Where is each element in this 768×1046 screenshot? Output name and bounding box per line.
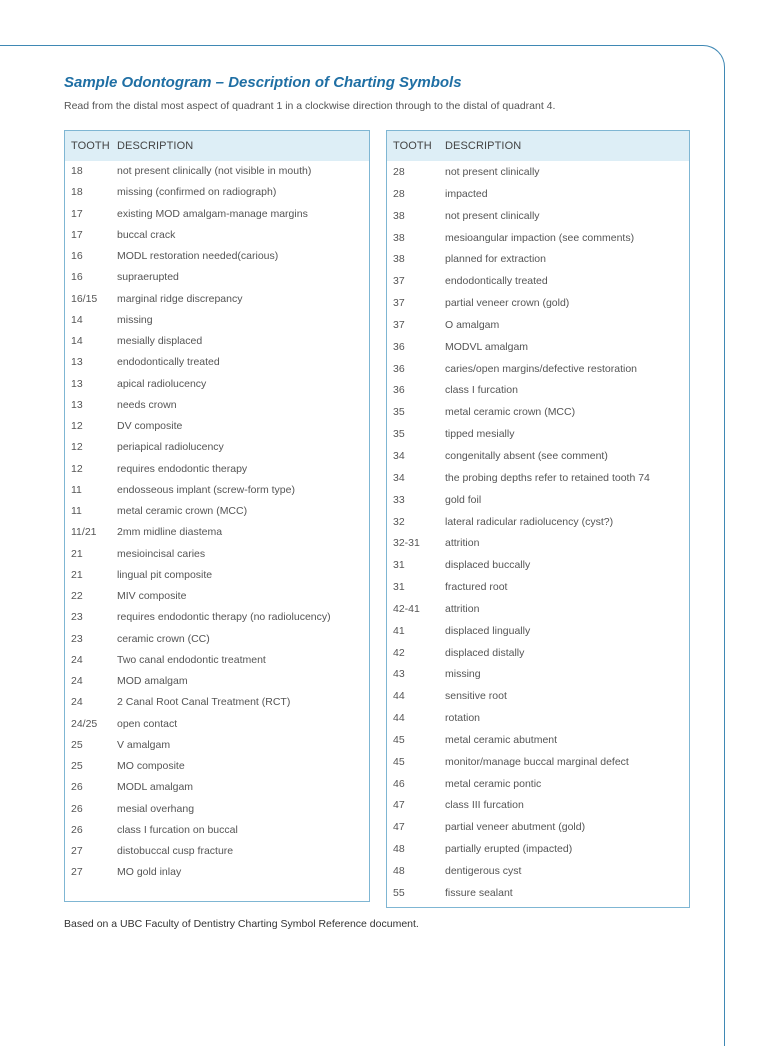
- table-row: [65, 462, 369, 483]
- tooth-number: 31: [393, 559, 405, 572]
- symbol-description: V amalgam: [117, 738, 171, 751]
- table-row: [65, 568, 369, 589]
- table-header: [65, 131, 369, 161]
- tooth-number: 26: [71, 823, 83, 836]
- table-row: [65, 865, 369, 886]
- table-row: [387, 624, 689, 646]
- table-row: [387, 165, 689, 187]
- tooth-number: 36: [393, 362, 405, 375]
- symbol-description: mesially displaced: [117, 335, 203, 347]
- symbol-description: missing: [117, 313, 153, 326]
- tooth-number: 55: [393, 886, 405, 899]
- symbol-description: endodontically treated: [445, 275, 548, 288]
- table-header: [387, 131, 689, 161]
- table-row: [65, 377, 369, 398]
- symbol-description: 2 Canal Root Canal Treatment (RCT): [117, 696, 291, 709]
- tooth-number: 38: [393, 253, 405, 266]
- symbol-description: planned for extraction: [445, 253, 546, 266]
- table-row: [65, 164, 369, 185]
- tooth-number: 37: [393, 318, 405, 331]
- table-row: [387, 558, 689, 580]
- table-row: [387, 427, 689, 449]
- description-column-header: DESCRIPTION: [445, 140, 522, 152]
- tooth-number: 37: [393, 275, 405, 288]
- tooth-number: 12: [71, 462, 83, 475]
- symbol-description: mesioangular impaction (see comments): [445, 231, 635, 244]
- table-row: [65, 610, 369, 631]
- tooth-number: 17: [71, 207, 83, 220]
- tooth-number: 45: [393, 733, 405, 746]
- table-body: [65, 161, 369, 887]
- symbol-description: metal ceramic crown (MCC): [445, 406, 576, 419]
- tooth-number: 13: [71, 398, 83, 411]
- table-row: [65, 483, 369, 504]
- table-row: [387, 580, 689, 602]
- table-row: [387, 842, 689, 864]
- symbol-description: class I furcation on buccal: [117, 823, 238, 836]
- tooth-number: 25: [71, 738, 83, 751]
- tooth-number: 26: [71, 802, 83, 815]
- symbol-description: MO composite: [117, 760, 185, 772]
- symbol-description: attrition: [445, 602, 480, 615]
- symbol-description: caries/open margins/defective restoration: [445, 362, 638, 375]
- table-row: [65, 547, 369, 568]
- symbol-description: displaced lingually: [445, 624, 531, 637]
- page-title: Sample Odontogram – Description of Charting Symbols: [64, 74, 462, 91]
- table-row: [387, 602, 689, 624]
- table-row: [387, 471, 689, 493]
- table-row: [387, 646, 689, 668]
- tooth-number: 12: [71, 420, 83, 432]
- symbol-description: buccal crack: [117, 228, 176, 241]
- table-row: [387, 515, 689, 537]
- table-row: [387, 449, 689, 471]
- tooth-number: 45: [393, 755, 405, 768]
- footnote: Based on a UBC Faculty of Dentistry Charting Symbol Reference document.: [64, 918, 419, 930]
- symbol-description: rotation: [445, 712, 481, 725]
- tooth-number: 16/15: [71, 292, 98, 305]
- symbol-description: MIV composite: [117, 590, 187, 602]
- tooth-number: 27: [71, 845, 83, 857]
- table-row: [65, 589, 369, 610]
- tooth-number: 18: [71, 165, 83, 177]
- table-row: [65, 398, 369, 419]
- symbol-description: lingual pit composite: [117, 568, 213, 581]
- tooth-number: 13: [71, 377, 83, 390]
- symbol-description: mesial overhang: [117, 802, 195, 815]
- symbol-description: ceramic crown (CC): [117, 632, 210, 645]
- page-subtitle: Read from the distal most aspect of quadrant 1 in a clockwise direction through to the distal of quadrant 4.: [64, 100, 556, 112]
- table-row: [65, 653, 369, 674]
- tooth-number: 26: [71, 781, 83, 794]
- symbol-description: not present clinically: [445, 209, 540, 222]
- symbol-description: attrition: [445, 537, 480, 550]
- table-row: [387, 689, 689, 711]
- tooth-number: 48: [393, 865, 405, 877]
- tooth-number: 32: [393, 515, 405, 528]
- tooth-number: 28: [393, 187, 405, 200]
- symbol-description: existing MOD amalgam-manage margins: [117, 207, 308, 220]
- symbol-description: the probing depths refer to retained tooth 74: [445, 471, 650, 484]
- symbol-description: not present clinically (not visible in mouth): [117, 165, 312, 177]
- description-column-header: DESCRIPTION: [117, 140, 194, 152]
- table-row: [65, 780, 369, 801]
- symbol-description: MODVL amalgam: [445, 340, 529, 353]
- table-row: [387, 886, 689, 908]
- tooth-number: 24: [71, 675, 83, 687]
- table-row: [387, 667, 689, 689]
- tooth-number: 36: [393, 384, 405, 397]
- table-row: [65, 419, 369, 440]
- tooth-number: 24: [71, 653, 83, 666]
- right-symbol-table: [386, 130, 690, 908]
- symbol-description: class I furcation: [445, 384, 518, 397]
- table-row: [65, 738, 369, 759]
- symbol-description: DV composite: [117, 420, 183, 432]
- tooth-number: 24: [71, 696, 83, 709]
- tooth-number: 34: [393, 449, 405, 462]
- symbol-description: metal ceramic abutment: [445, 733, 558, 746]
- table-row: [65, 632, 369, 653]
- table-row: [387, 864, 689, 886]
- tooth-number: 47: [393, 799, 405, 812]
- tooth-number: 42: [393, 646, 405, 659]
- table-row: [65, 185, 369, 206]
- symbol-description: needs crown: [117, 398, 177, 411]
- symbol-description: requires endodontic therapy: [117, 462, 248, 475]
- tooth-number: 37: [393, 297, 405, 310]
- table-row: [65, 440, 369, 461]
- symbol-description: Two canal endodontic treatment: [117, 653, 266, 666]
- tooth-number: 12: [71, 441, 83, 454]
- symbol-description: O amalgam: [445, 318, 500, 331]
- tooth-number: 11: [71, 505, 82, 517]
- table-row: [387, 318, 689, 340]
- symbol-description: MODL restoration needed(carious): [117, 250, 279, 262]
- tooth-number: 16: [71, 271, 83, 284]
- symbol-description: partial veneer abutment (gold): [445, 821, 586, 834]
- table-row: [65, 270, 369, 291]
- tooth-number: 16: [71, 250, 83, 262]
- tooth-number: 46: [393, 777, 405, 790]
- tooth-number: 31: [393, 581, 405, 594]
- tooth-number: 21: [71, 547, 83, 560]
- table-row: [65, 355, 369, 376]
- tooth-number: 28: [393, 166, 405, 178]
- table-row: [65, 844, 369, 865]
- table-row: [65, 823, 369, 844]
- symbol-description: monitor/manage buccal marginal defect: [445, 755, 629, 768]
- symbol-description: marginal ridge discrepancy: [117, 292, 243, 305]
- tooth-number: 35: [393, 406, 405, 419]
- tooth-number: 47: [393, 821, 405, 834]
- symbol-description: periapical radiolucency: [117, 441, 224, 454]
- tooth-number: 41: [393, 624, 405, 637]
- symbol-description: mesioincisal caries: [117, 547, 206, 560]
- tooth-number: 38: [393, 209, 405, 222]
- table-row: [387, 493, 689, 515]
- tooth-number: 22: [71, 590, 83, 602]
- table-row: [65, 249, 369, 270]
- table-row: [65, 292, 369, 313]
- tooth-number: 32-31: [393, 537, 420, 550]
- symbol-description: 2mm midline diastema: [117, 526, 223, 539]
- table-row: [387, 252, 689, 274]
- symbol-description: partially erupted (impacted): [445, 843, 573, 856]
- tooth-number: 13: [71, 356, 83, 369]
- tooth-number: 27: [71, 866, 83, 879]
- tooth-column-header: TOOTH: [71, 140, 110, 152]
- symbol-description: distobuccal cusp fracture: [117, 845, 234, 857]
- tooth-number: 17: [71, 228, 83, 241]
- table-row: [387, 231, 689, 253]
- symbol-description: apical radiolucency: [117, 377, 207, 390]
- table-row: [65, 695, 369, 716]
- tooth-number: 48: [393, 843, 405, 856]
- tooth-number: 36: [393, 340, 405, 353]
- tooth-number: 11/21: [71, 526, 97, 539]
- table-row: [65, 759, 369, 780]
- symbol-description: fractured root: [445, 581, 508, 594]
- table-row: [65, 334, 369, 355]
- table-row: [387, 340, 689, 362]
- table-row: [387, 405, 689, 427]
- symbol-description: tipped mesially: [445, 428, 515, 441]
- symbol-description: congenitally absent (see comment): [445, 449, 608, 462]
- symbol-description: MODL amalgam: [117, 781, 194, 794]
- table-row: [387, 383, 689, 405]
- tooth-number: 23: [71, 632, 83, 645]
- symbol-description: sensitive root: [445, 690, 507, 703]
- table-row: [65, 313, 369, 334]
- table-row: [65, 525, 369, 546]
- table-body: [387, 161, 689, 908]
- table-row: [387, 209, 689, 231]
- symbol-description: endosseous implant (screw-form type): [117, 483, 295, 496]
- symbol-description: supraerupted: [117, 271, 179, 284]
- symbol-description: not present clinically: [445, 166, 540, 178]
- tooth-number: 42-41: [393, 602, 420, 615]
- table-row: [387, 274, 689, 296]
- tooth-number: 44: [393, 690, 405, 703]
- table-row: [387, 733, 689, 755]
- table-row: [65, 228, 369, 249]
- symbol-description: missing: [445, 668, 481, 681]
- tooth-number: 14: [71, 335, 83, 347]
- tooth-number: 34: [393, 471, 405, 484]
- tooth-number: 43: [393, 668, 405, 681]
- table-row: [387, 187, 689, 209]
- symbol-description: partial veneer crown (gold): [445, 297, 570, 310]
- symbol-description: MOD amalgam: [117, 675, 188, 687]
- tooth-number: 23: [71, 611, 83, 624]
- table-row: [65, 674, 369, 695]
- table-row: [387, 798, 689, 820]
- symbol-description: gold foil: [445, 493, 482, 506]
- tooth-number: 11: [71, 483, 82, 496]
- tooth-number: 14: [71, 313, 83, 326]
- tooth-column-header: TOOTH: [393, 140, 432, 152]
- table-row: [387, 755, 689, 777]
- table-row: [387, 362, 689, 384]
- symbol-description: missing (confirmed on radiograph): [117, 186, 277, 199]
- tooth-number: 38: [393, 231, 405, 244]
- tooth-number: 18: [71, 186, 83, 199]
- tooth-number: 35: [393, 428, 405, 441]
- tooth-number: 21: [71, 568, 83, 581]
- symbol-description: requires endodontic therapy (no radiolucency): [117, 611, 331, 624]
- table-row: [65, 504, 369, 525]
- tooth-number: 24/25: [71, 717, 98, 730]
- symbol-description: metal ceramic pontic: [445, 777, 542, 790]
- table-row: [387, 536, 689, 558]
- table-row: [65, 802, 369, 823]
- symbol-description: dentigerous cyst: [445, 865, 522, 877]
- table-row: [387, 296, 689, 318]
- table-row: [65, 207, 369, 228]
- tooth-number: 44: [393, 712, 405, 725]
- symbol-description: lateral radicular radiolucency (cyst?): [445, 515, 614, 528]
- table-row: [65, 717, 369, 738]
- symbol-description: class III furcation: [445, 799, 524, 812]
- table-row: [387, 820, 689, 842]
- symbol-description: endodontically treated: [117, 356, 220, 369]
- symbol-description: displaced buccally: [445, 559, 531, 572]
- symbol-description: displaced distally: [445, 646, 525, 659]
- symbol-description: impacted: [445, 187, 488, 200]
- table-row: [387, 777, 689, 799]
- left-symbol-table: [64, 130, 370, 902]
- tooth-number: 33: [393, 493, 405, 506]
- table-row: [387, 711, 689, 733]
- symbol-description: MO gold inlay: [117, 866, 182, 879]
- symbol-description: open contact: [117, 717, 178, 730]
- symbol-description: metal ceramic crown (MCC): [117, 505, 248, 517]
- tooth-number: 25: [71, 760, 83, 772]
- symbol-description: fissure sealant: [445, 886, 513, 899]
